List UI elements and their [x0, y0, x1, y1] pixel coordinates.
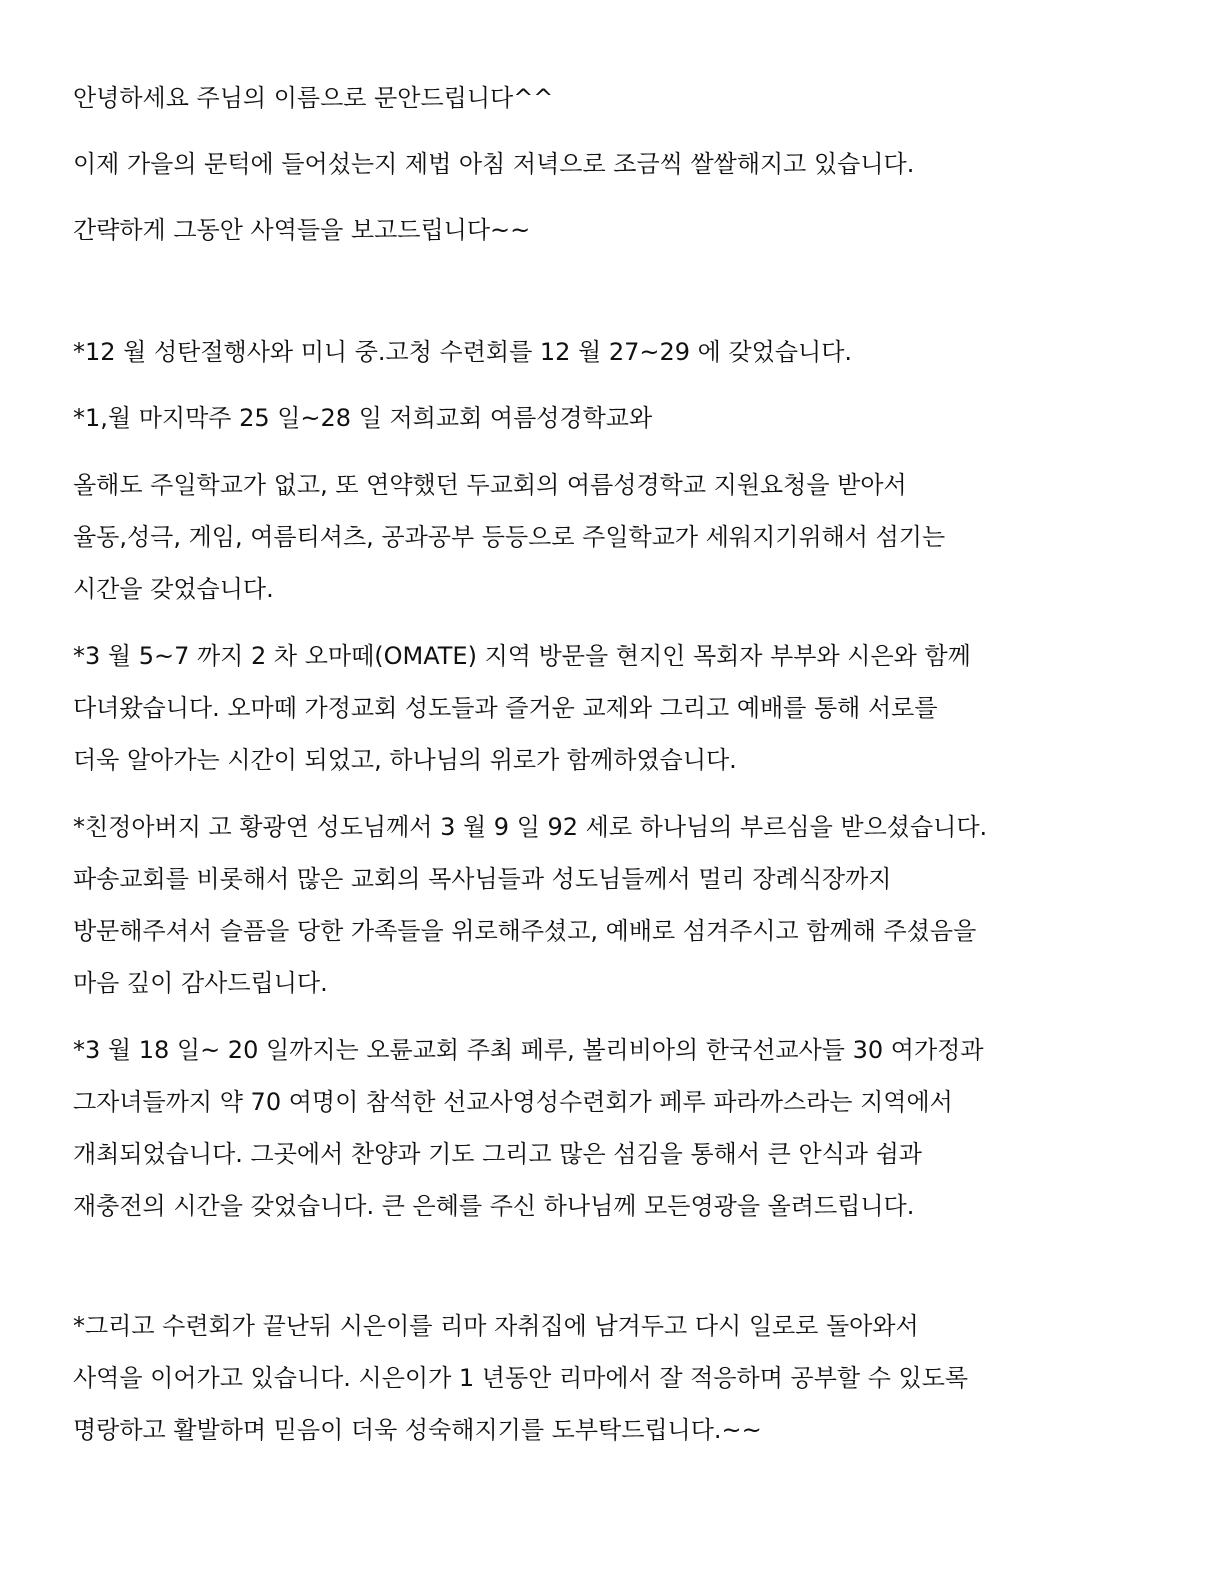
report-item-6-line-1: *그리고 수련회가 끝난뒤 시은이를 리마 자취집에 남겨두고 다시 일로로 돌아와서 [73, 1312, 919, 1340]
report-item-3-line-3: 더욱 알아가는 시간이 되었고, 하나님의 위로가 함께하였습니다. [73, 746, 737, 774]
report-item-6-line-2: 사역을 이어가고 있습니다. 시은이가 1 년동안 리마에서 잘 적응하며 공부할 수 있도록 [73, 1364, 969, 1392]
report-item-4-line-3: 방문해주셔서 슬픔을 당한 가족들을 위로해주셨고, 예배로 섬겨주시고 함께해 주셨음을 [73, 917, 977, 945]
report-item-3-line-1: *3 월 5~7 까지 2 차 오마떼(OMATE) 지역 방문을 현지인 목회자 부부와 시은와 함께 [73, 642, 971, 670]
greeting-line-3: 간략하게 그동안 사역들을 보고드립니다~~ [73, 216, 531, 244]
report-item-5-line-4: 재충전의 시간을 갖었습니다. 큰 은혜를 주신 하나님께 모든영광을 올려드립니다. [73, 1192, 915, 1220]
report-item-5-line-2: 그자녀들까지 약 70 여명이 참석한 선교사영성수련회가 페루 파라까스라는 지역에서 [73, 1088, 953, 1116]
greeting-line-1: 안녕하세요 주님의 이름으로 문안드립니다^^ [73, 84, 554, 112]
report-item-4-line-1: *친정아버지 고 황광연 성도님께서 3 월 9 일 92 세로 하나님의 부르심을 받으셨습니다. [73, 813, 988, 841]
report-item-5-line-1: *3 월 18 일~ 20 일까지는 오륜교회 주최 페루, 볼리비아의 한국선교사들 30 여가정과 [73, 1036, 984, 1064]
report-item-6-line-3: 명랑하고 활발하며 믿음이 더욱 성숙해지기를 도부탁드립니다.~~ [73, 1416, 762, 1444]
report-item-2-line-2: 올해도 주일학교가 없고, 또 연약했던 두교회의 여름성경학교 지원요청을 받아서 [73, 471, 907, 499]
report-item-2-line-4: 시간을 갖었습니다. [73, 575, 274, 603]
report-item-2-line-3: 율동,성극, 게임, 여름티셔츠, 공과공부 등등으로 주일학교가 세워지기위해서 섬기는 [73, 523, 946, 551]
report-item-3-line-2: 다녀왔습니다. 오마떼 가정교회 성도들과 즐거운 교제와 그리고 예배를 통해 서로를 [73, 694, 938, 722]
report-item-1-line-1: *12 월 성탄절행사와 미니 중.고청 수련회를 12 월 27~29 에 갖었습니다. [73, 338, 853, 366]
greeting-line-2: 이제 가을의 문턱에 들어섰는지 제법 아침 저녁으로 조금씩 쌀쌀해지고 있습니다. [73, 150, 915, 178]
report-item-2-line-1: *1,월 마지막주 25 일~28 일 저희교회 여름성경학교와 [73, 404, 653, 432]
report-item-4-line-2: 파송교회를 비롯해서 많은 교회의 목사님들과 성도님들께서 멀리 장례식장까지 [73, 865, 892, 893]
report-item-4-line-4: 마음 깊이 감사드립니다. [73, 969, 328, 997]
report-item-5-line-3: 개최되었습니다. 그곳에서 찬양과 기도 그리고 많은 섬김을 통해서 큰 안식과 쉼과 [73, 1140, 922, 1168]
